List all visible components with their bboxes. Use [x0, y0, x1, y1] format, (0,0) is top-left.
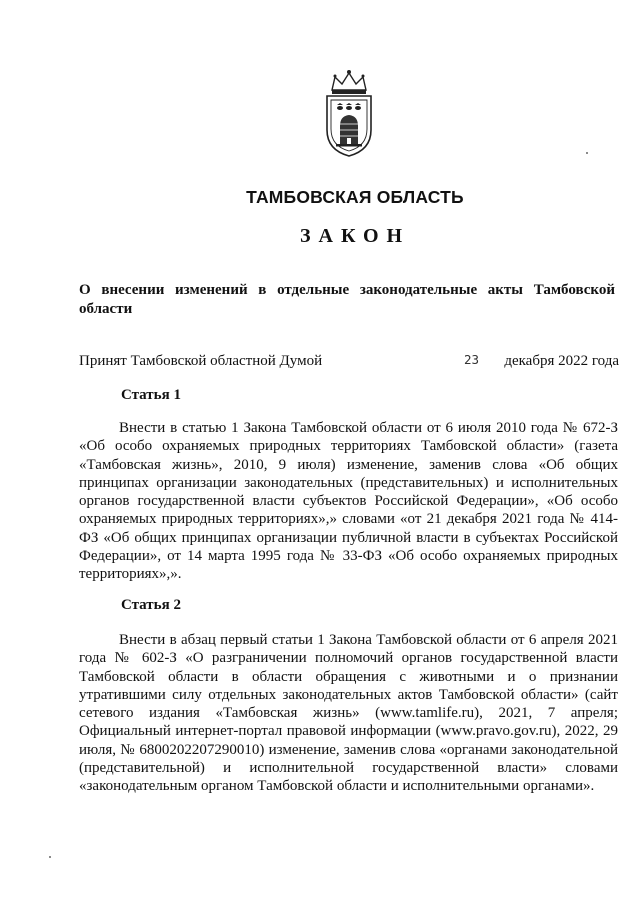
region-title: ТАМБОВСКАЯ ОБЛАСТЬ — [246, 187, 464, 207]
document-type-title: ЗАКОН — [299, 225, 411, 247]
scan-speck — [49, 856, 51, 858]
adopted-by-text: Принят Тамбовской областной Думой — [79, 353, 323, 369]
adoption-day: 23 — [464, 352, 480, 367]
article-2-text: Внести в абзац первый статьи 1 Закона Тамбовской области от 6 апреля 2021 года № 602-З «О разграничении полномочий органов государственной власти Тамбовской области в области обращения с животными и о признании утратившими силу отдельных законодательных актов Тамбовской области» (сайт сетевого издания «Тамбовская жизнь» (www.tamlife.ru), 2021, 7 апреля; Официальный интернет-портал правовой информации (www.pravo.gov.ru), 2022, 29 июля, № 6800202207290010) изменение, заменив слова «органами законодательной (представительной) и исполнительной государственной власти» словами «законодательным органом Тамбовской области и исполнительными органами». — [79, 632, 618, 795]
adoption-line — [79, 352, 619, 372]
adoption-month-year: декабря 2022 года — [504, 353, 619, 369]
article-1-text: Внести в статью 1 Закона Тамбовской области от 6 июля 2010 года № 672-З «Об особо охраняемых природных территориях Тамбовской области» (газета «Тамбовская жизнь», 2010, 9 июля) изменение, заменив слова «Об общих принципах организации законодательных (представительных) и исполнительных органов государственной власти субъектов Российской Федерации», «Об особо охраняемых природных территориях»,» словами «от 21 декабря 2021 года № 414-ФЗ «Об общих принципах организации публичной власти в субъектах Российской Федерации», от 14 марта 1995 года № 33-ФЗ «Об особо охраняемых природных территориях»,». — [79, 420, 618, 583]
tambov-coat-of-arms-icon — [318, 68, 380, 160]
law-subject: О внесении изменений в отдельные законодательные акты Тамбовской области — [79, 282, 615, 317]
scan-speck — [586, 152, 588, 154]
article-2-title: Статья 2 — [121, 597, 181, 613]
article-1-title: Статья 1 — [121, 387, 181, 403]
